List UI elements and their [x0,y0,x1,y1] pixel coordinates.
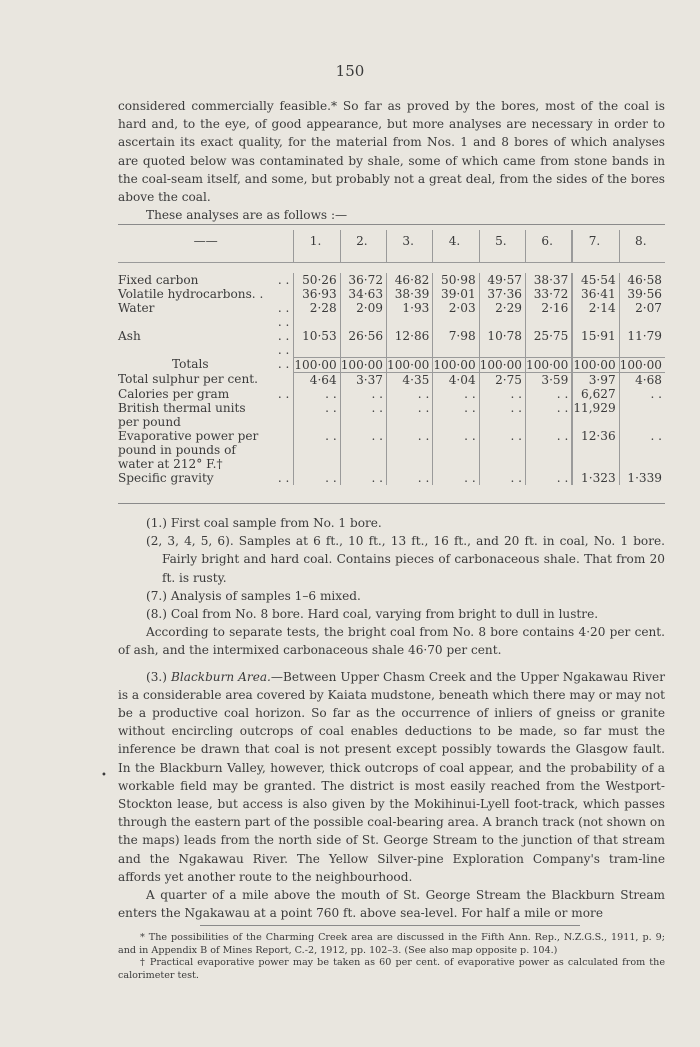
table-row [118,401,665,429]
closing-paragraph: A quarter of a mile above the mouth of St. George Stream the Blackburn Stream enters the Ngakawau at a point 760 ft. above sea-level. For half a mile or more [118,888,665,921]
totals-row [118,357,665,372]
cell: . . [387,387,433,401]
column-header: 3. [387,230,433,263]
cell: 26·56 [340,329,386,357]
cell: 2·28 [294,301,340,329]
cell: . . [294,471,340,485]
row-label: Evaporative power per pound in pounds of water at 212° F.† [118,428,259,471]
cell: 6,627 [572,387,619,401]
footnote: * The possibilities of the Charming Creek area are discussed in the Fifth Ann. Rep., N.Z.G.S., 1911, p. 9; and in Appendix B of Mines Report, C.-2, 1912, pp. 102–3. (See also map opposite p. 104.) [118,932,665,956]
page-number: 150 [335,62,365,80]
row-label: Water [118,301,155,315]
cell: 2·14 [572,301,619,329]
cell [619,401,665,429]
cell: . . [387,429,433,471]
footnotes [118,932,665,982]
cell: 4·04 [433,372,479,387]
cell: 49·57 [479,273,525,287]
table-header-row [118,230,665,263]
cell: 3·59 [526,372,573,387]
table-row [118,287,665,301]
table-row [118,329,665,357]
cell: 100·00 [294,357,340,372]
cell: . . [526,471,573,485]
cell: 10·78 [479,329,525,357]
cell: . . [340,401,386,429]
row-label: Volatile hydrocarbons. . [118,287,264,301]
cell: . . [619,387,665,401]
cell: 10·53 [294,329,340,357]
row-leader: . . [277,273,290,287]
table-top-rule [118,224,665,225]
row-label: Ash [118,329,141,343]
column-header: 6. [526,230,573,263]
cell: 25·75 [526,329,573,357]
cell: 36·72 [340,273,386,287]
section-heading: Blackburn Area. [171,669,271,684]
cell: 50·26 [294,273,340,287]
row-label: Specific gravity [118,470,214,485]
table-row [118,372,665,387]
cell: 12·86 [387,329,433,357]
cell: 11·79 [619,329,665,357]
cell: 100·00 [433,357,479,372]
cell: . . [340,471,386,485]
cell: 100·00 [526,357,573,372]
cell: 100·00 [619,357,665,372]
cell: 100·00 [387,357,433,372]
cell: 2·16 [526,301,573,329]
cell: 3·37 [340,372,386,387]
cell: 4·68 [619,372,665,387]
cell: 1·339 [619,471,665,485]
cell: 7·98 [433,329,479,357]
intro-text [118,97,665,224]
row-leader: . . [277,386,290,401]
section-body: —Between Upper Chasm Creek and the Upper Ngakawau River is a considerable area covered by Kaiata mudstone, beneath which there may or may not be a productive coal horizon. So far as the occurrence of inliers of gneiss or granite without encircling outcrops of coal enables deductions to be made, so far must the inference be drawn that coal is not present except possibly towards the Glasgow fault. In the Blackburn Valley, however, thick outcrops of coal appear, and the probability of a workable field may be granted. The district is most easily reached from the Westport-Stockton lease, but access is also given by the Mokihinui-Lyell foot-track, which passes through the eastern part of the possible coal-bearing area. A branch track (not shown on the maps) leads from the north side of St. George Stream to the junction of that stream and the Ngakawau River. The Yellow Silver-pine Exploration Company's tram-line affords yet another route to the neighbourhood. [118,669,665,884]
cell: 2·29 [479,301,525,329]
cell: 36·41 [572,287,619,301]
cell: 2·75 [479,372,525,387]
cell: . . [294,429,340,471]
cell: . . [433,401,479,429]
row-label: Calories per gram [118,386,230,401]
analyses-lead-in: These analyses are as follows :— [146,208,348,223]
sample-notes [118,514,665,922]
cell: . . [526,387,573,401]
note-item: (8.) Coal from No. 8 bore. Hard coal, varying from bright to dull in lustre. [146,607,599,622]
header-dash: —— [193,234,218,248]
column-header: 4. [433,230,479,263]
cell: 15·91 [572,329,619,357]
footnote: † Practical evaporative power may be taken as 60 per cent. of evaporative power as calculated from the calorimeter test. [118,957,665,981]
table-bottom-rule [118,503,665,504]
cell: 12·36 [572,429,619,471]
cell: 34·63 [340,287,386,301]
ash-paragraph: According to separate tests, the bright coal from No. 8 bore contains 4·20 per cent. of ash, and the intermixed carbonaceous shale 46·70 per cent. [118,625,665,658]
cell: 2·07 [619,301,665,329]
cell: . . [340,387,386,401]
totals-label: Totals [172,357,209,371]
table-row [118,273,665,287]
cell: 1·323 [572,471,619,485]
cell: . . [294,387,340,401]
row-label: Total sulphur per cent. [118,372,258,386]
cell: 4·35 [387,372,433,387]
note-item: (2, 3, 4, 5, 6). Samples at 6 ft., 10 ft., 13 ft., 16 ft., and 20 ft. in coal, No. 1 bore. Fairly bright and hard coal. Contains pieces of carbonaceous shale. That from 20 ft. is rusty. [146,534,665,585]
cell: . . [479,429,525,471]
cell: . . [340,429,386,471]
note-item: (7.) Analysis of samples 1–6 mixed. [146,588,361,603]
column-header: 2. [340,230,386,263]
row-leader: . . . . [277,301,290,329]
cell: 45·54 [572,273,619,287]
coal-analysis-table [118,230,665,485]
cell: 4·64 [294,372,340,387]
column-header: 5. [479,230,525,263]
cell: 39·01 [433,287,479,301]
cell: 100·00 [479,357,525,372]
table-row [118,471,665,485]
cell: . . [387,471,433,485]
row-leader: . . [277,357,290,371]
cell: . . [619,429,665,471]
section-number: (3.) [146,669,171,684]
cell: 11,929 [572,401,619,429]
cell: 37·36 [479,287,525,301]
cell: 46·82 [387,273,433,287]
cell: . . [433,471,479,485]
cell: 46·58 [619,273,665,287]
cell: . . [526,401,573,429]
cell: 38·39 [387,287,433,301]
cell: . . [433,387,479,401]
row-label: Fixed carbon [118,273,199,287]
cell: 1·93 [387,301,433,329]
cell: 33·72 [526,287,573,301]
cell: . . [294,401,340,429]
footnote-rule [200,925,580,926]
cell: 36·93 [294,287,340,301]
column-header: 7. [572,230,619,263]
column-header: 8. [619,230,665,263]
table-row [118,429,665,471]
intro-paragraph: considered commercially feasible.* So far as proved by the bores, most of the coal is hard and, to the eye, of good appearance, but more analyses are necessary in order to ascertain its exact quality, for the material from Nos. 1 and 8 bores of which analyses are quoted below was contaminated by shale, some of which came from stone bands in the coal-seam itself, and some, but probably not a great deal, from the sides of the bores above the coal. [118,99,665,205]
column-header: 1. [294,230,340,263]
cell: 2·03 [433,301,479,329]
cell: . . [479,401,525,429]
cell: 3·97 [572,372,619,387]
cell: . . [433,429,479,471]
note-item: (1.) First coal sample from No. 1 bore. [146,516,382,530]
row-leader: . . [277,470,290,485]
table-row [118,301,665,329]
cell: 50·98 [433,273,479,287]
cell: 100·00 [572,357,619,372]
cell: 38·37 [526,273,573,287]
table-row [118,387,665,401]
cell: 2·09 [340,301,386,329]
blackburn-paragraph [118,668,665,886]
cell: . . [479,387,525,401]
cell: . . [479,471,525,485]
margin-mark: • [101,770,107,781]
cell: 100·00 [340,357,386,372]
cell: . . [387,401,433,429]
row-label: British thermal units per pound [118,400,246,429]
cell: . . [526,429,573,471]
row-leader: . . . . [277,329,290,357]
cell: 39·56 [619,287,665,301]
